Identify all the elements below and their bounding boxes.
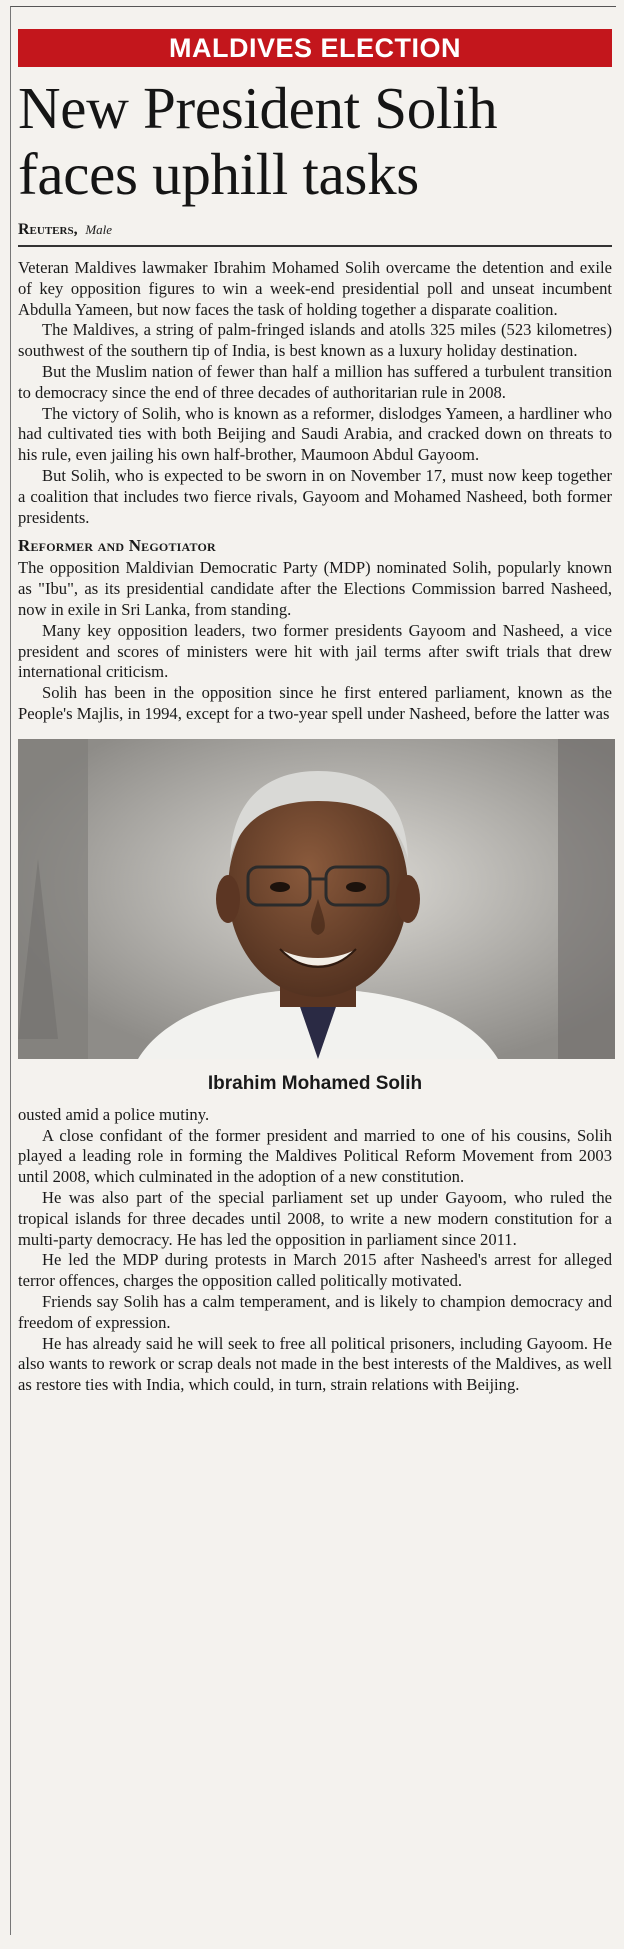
paragraph: He was also part of the special parliament set up under Gayoom, who ruled the tropical islands for three decades until 2008, to write a new modern constitution for a multi-party democracy. He has led the opposition in parliament since 2011.	[18, 1187, 612, 1249]
paragraph: He led the MDP during protests in March 2015 after Nasheed's arrest for alleged terror offences, charges the opposition called politically motivated.	[18, 1250, 612, 1291]
paragraph: The Maldives, a string of palm-fringed islands and atolls 325 miles (523 kilometres) southwest of the southern tip of India, is best known as a luxury holiday destination.	[18, 320, 612, 361]
paragraph: He has already said he will seek to free all political prisoners, including Gayoom. He also wants to rework or scrap deals not made in the best interests of the Maldives, as well as restore ties with India, which could, in turn, strain relations with Beijing.	[18, 1333, 612, 1395]
byline	[18, 221, 612, 247]
article-body-bottom	[18, 1105, 612, 1396]
paragraph: Friends say Solih has a calm temperament, and is likely to champion democracy and freedom of expression.	[18, 1291, 612, 1332]
portrait-photo	[18, 739, 615, 1059]
article-body-top	[18, 258, 612, 528]
paragraph: ousted amid a police mutiny.	[18, 1104, 210, 1124]
paragraph: The opposition Maldivian Democratic Party (MDP) nominated Solih, popularly known as "Ibu", as its presidential candidate after the Elections Commission barred Nasheed, now in exile in Sri Lanka, from standing.	[18, 558, 612, 619]
section-kicker: MALDIVES ELECTION	[18, 29, 612, 67]
paragraph: Many key opposition leaders, two former presidents Gayoom and Nasheed, a vice president and scores of ministers were hit with jail terms after swift trials that drew international criticism.	[18, 620, 612, 682]
byline-agency: Reuters,	[18, 221, 78, 238]
paragraph: Solih has been in the opposition since he first entered parliament, known as the People's Majlis, in 1994, except for a two-year spell under Nasheed, before the latter was	[18, 683, 612, 723]
portrait-illustration	[18, 739, 615, 1059]
photo-caption: Ibrahim Mohamed Solih	[207, 1072, 423, 1094]
headline: New President Solih faces uphill tasks	[18, 75, 498, 207]
article-body-mid	[18, 558, 612, 724]
subheading: Reformer and Negotiator	[18, 536, 216, 556]
paragraph: But the Muslim nation of fewer than half a million has suffered a turbulent transition to democracy since the end of three decades of authoritarian rule in 2008.	[18, 361, 612, 402]
paragraph: The victory of Solih, who is known as a reformer, dislodges Yameen, a hardliner who had cultivated ties with both Beijing and Saudi Arabia, and cracked down on threats to his rule, even jailing his own half-brother, Maumoon Abdul Gayoom.	[18, 403, 612, 465]
paragraph: A close confidant of the former president and married to one of his cousins, Solih played a leading role in forming the Maldives Political Reform Movement from 2003 until 2008, which culminated in the adoption of a new constitution.	[18, 1125, 612, 1187]
paragraph: But Solih, who is expected to be sworn in on November 17, must now keep together a coalition that includes two fierce rivals, Gayoom and Mohamed Nasheed, both former presidents.	[18, 465, 612, 527]
newspaper-clipping	[10, 6, 616, 1935]
paragraph: Veteran Maldives lawmaker Ibrahim Mohamed Solih overcame the detention and exile of key opposition figures to win a week-end presidential poll and unseat incumbent Abdulla Yameen, but now faces the task of holding together a disparate coalition.	[18, 258, 612, 319]
byline-place: Male	[85, 222, 113, 237]
